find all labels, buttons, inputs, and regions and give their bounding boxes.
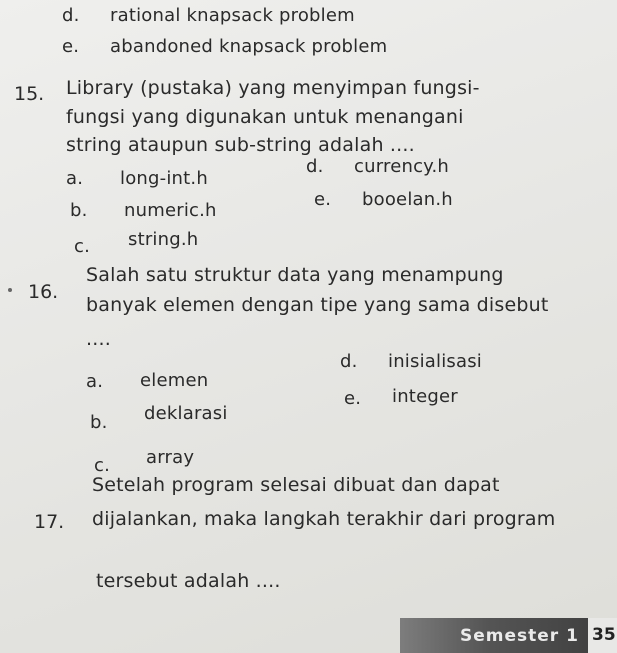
q15-option-b-text: numeric.h bbox=[124, 200, 217, 221]
option-e-text: abandoned knapsack problem bbox=[110, 36, 388, 57]
option-d-letter: d. bbox=[62, 5, 80, 26]
q15-option-a-text: long-int.h bbox=[120, 168, 208, 189]
q15-option-e-text: booelan.h bbox=[362, 189, 453, 210]
q15-option-b-letter: b. bbox=[70, 200, 88, 221]
q16-option-e-letter: e. bbox=[344, 388, 362, 409]
question-17-line-1: Setelah program selesai dibuat dan dapat bbox=[92, 474, 500, 496]
q16-option-e-text: integer bbox=[392, 386, 458, 407]
q15-option-c-text: string.h bbox=[128, 229, 199, 250]
q16-option-b-letter: b. bbox=[90, 412, 108, 433]
margin-dot bbox=[8, 288, 12, 292]
q16-option-a-text: elemen bbox=[140, 370, 209, 391]
q15-option-c-letter: c. bbox=[74, 236, 91, 257]
q16-option-b-text: deklarasi bbox=[144, 403, 228, 424]
question-16-number: 16. bbox=[28, 281, 59, 303]
q16-option-a-letter: a. bbox=[86, 371, 104, 392]
option-e-letter: e. bbox=[62, 36, 80, 57]
q15-option-a-letter: a. bbox=[66, 168, 84, 189]
question-16-line-3: .... bbox=[86, 328, 111, 350]
question-15-line-2: fungsi yang digunakan untuk menangani bbox=[66, 106, 464, 128]
question-15-line-1: Library (pustaka) yang menyimpan fungsi- bbox=[66, 77, 480, 99]
page-number: 35 bbox=[592, 625, 616, 645]
q15-option-d-letter: d. bbox=[306, 156, 324, 177]
question-16-line-2: banyak elemen dengan tipe yang sama disebut bbox=[86, 294, 549, 316]
semester-label: Semester 1 bbox=[460, 626, 579, 646]
q16-option-d-text: inisialisasi bbox=[388, 351, 483, 372]
q16-option-d-letter: d. bbox=[340, 351, 358, 372]
q15-option-d-text: currency.h bbox=[354, 156, 449, 177]
option-d-text: rational knapsack problem bbox=[110, 5, 355, 26]
q15-option-e-letter: e. bbox=[314, 189, 332, 210]
q16-option-c-letter: c. bbox=[94, 455, 111, 476]
question-17-number: 17. bbox=[34, 511, 65, 533]
question-16-line-1: Salah satu struktur data yang menampung bbox=[86, 264, 504, 286]
question-17-line-2: dijalankan, maka langkah terakhir dari program bbox=[92, 508, 556, 530]
q16-option-c-text: array bbox=[146, 447, 195, 468]
question-15-number: 15. bbox=[14, 83, 45, 105]
question-15-line-3: string ataupun sub-string adalah .... bbox=[66, 134, 415, 156]
question-17-line-3: tersebut adalah .... bbox=[96, 570, 281, 592]
